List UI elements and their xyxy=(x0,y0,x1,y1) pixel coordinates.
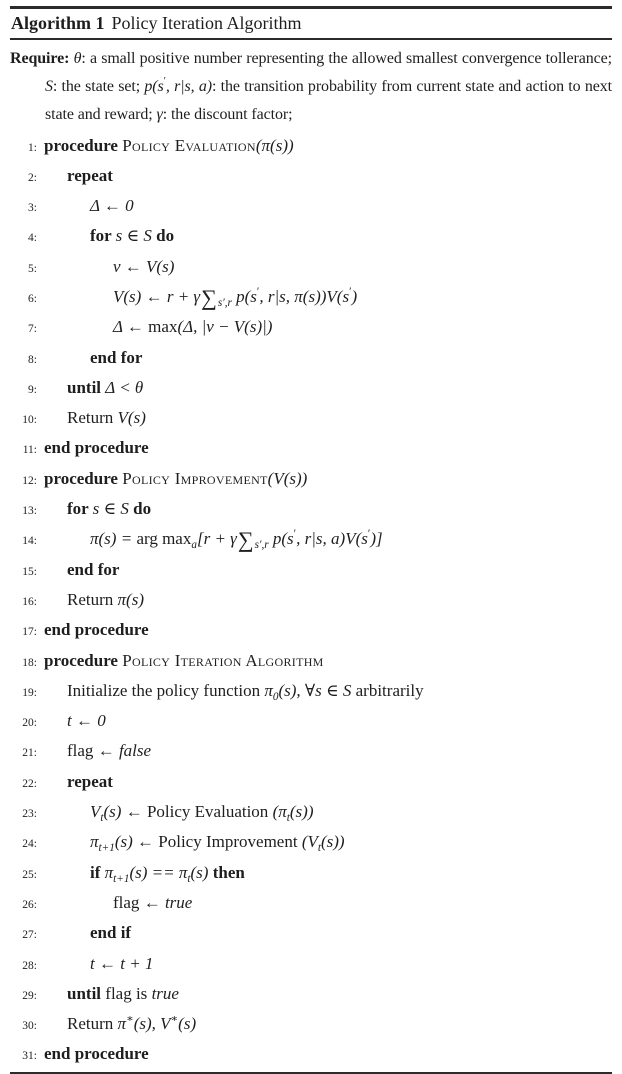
text-segment-sub: t xyxy=(187,872,191,885)
algorithm-line xyxy=(10,525,612,555)
line-number: 27: xyxy=(22,929,37,942)
text-segment-sup: ∗ xyxy=(170,1013,179,1026)
text-segment-m: ← true xyxy=(143,892,193,912)
text-segment-m: π xyxy=(264,680,273,700)
text-segment-m: t ← t + 1 xyxy=(90,953,154,973)
text-segment-sub: t xyxy=(317,842,321,855)
text-segment-sub: a xyxy=(191,539,197,552)
algorithm-line xyxy=(10,162,612,192)
algorithm-line xyxy=(10,677,612,707)
line-code xyxy=(44,556,119,584)
line-code xyxy=(44,950,153,978)
text-segment-m: ← false xyxy=(97,741,152,761)
text-segment-rm: : a small positive number representing the allowed smallest convergence tollerance; xyxy=(81,49,612,67)
text-segment-sub: t xyxy=(286,812,290,825)
text-segment-m: , r|s, a) xyxy=(165,77,212,95)
text-segment-m: s ∈ xyxy=(92,499,121,519)
line-number: 21: xyxy=(22,747,37,760)
text-segment-m: π(s) = xyxy=(90,529,137,549)
algorithm-line xyxy=(10,919,612,949)
text-segment-sum: ∑ xyxy=(201,284,217,310)
algorithm-line xyxy=(10,222,612,252)
text-segment-cal: S xyxy=(342,680,352,700)
text-segment-m: γ xyxy=(156,105,163,123)
line-number: 22: xyxy=(22,777,37,790)
line-number: 30: xyxy=(22,1020,37,1033)
text-segment-m: π xyxy=(117,1014,127,1034)
text-segment-sup: ′ xyxy=(163,75,166,87)
algorithm-line xyxy=(10,889,612,919)
line-number: 23: xyxy=(22,808,37,821)
algorithm-line xyxy=(10,828,612,858)
line-code xyxy=(44,828,345,856)
text-segment-kw: end procedure xyxy=(44,620,149,640)
text-segment-m: V xyxy=(90,802,101,822)
text-segment-kw: then xyxy=(208,862,245,882)
line-code xyxy=(44,344,142,372)
text-segment-m: (s), V xyxy=(133,1014,171,1034)
text-segment-sup: ′ xyxy=(293,528,297,541)
text-segment-sum: ∑ xyxy=(237,527,254,553)
text-segment-rm: flag xyxy=(67,741,98,761)
line-code xyxy=(44,919,131,947)
text-segment-m: s ∈ xyxy=(115,226,144,246)
text-segment-rm: arbitrarily xyxy=(351,680,424,700)
algorithm-document xyxy=(0,6,622,1074)
text-segment-cal: S xyxy=(45,77,53,95)
algorithm-line xyxy=(10,586,612,616)
algorithm-line xyxy=(10,1040,612,1070)
text-segment-kw: repeat xyxy=(67,771,113,791)
text-segment-m: V(s) ← r + γ xyxy=(113,286,201,306)
text-segment-kw: end procedure xyxy=(44,1044,149,1064)
line-number: 25: xyxy=(22,868,37,881)
text-segment-m: (s) ← xyxy=(114,832,159,852)
algorithm-line xyxy=(10,344,612,374)
line-code xyxy=(44,677,424,705)
algorithm-line xyxy=(10,707,612,737)
line-number: 12: xyxy=(22,474,37,487)
text-segment-sub: 0 xyxy=(272,690,279,703)
text-segment-m: π xyxy=(104,862,114,882)
text-segment-m: π xyxy=(90,832,99,852)
text-segment-kw: do xyxy=(151,226,175,246)
algorithm-line xyxy=(10,950,612,980)
line-code xyxy=(44,647,324,675)
text-segment-kw: procedure xyxy=(44,135,123,155)
algorithm-line xyxy=(10,556,612,586)
text-segment-m: (s) == π xyxy=(129,862,188,882)
bottom-rule xyxy=(10,1072,612,1074)
algorithm-label: Algorithm 1 xyxy=(11,12,105,33)
text-segment-kw: if xyxy=(90,862,105,882)
algorithm-line xyxy=(10,980,612,1010)
text-segment-m: (s) xyxy=(190,862,209,882)
require-block xyxy=(10,45,612,129)
text-segment-kw: end procedure xyxy=(44,438,149,458)
text-segment-cal: S xyxy=(143,226,152,246)
line-code xyxy=(44,586,144,614)
text-segment-sup: ′ xyxy=(349,285,352,298)
line-number: 19: xyxy=(22,686,37,699)
text-segment-sup: ′ xyxy=(256,285,260,298)
text-segment-m: p(s xyxy=(144,77,164,95)
line-number: 14: xyxy=(22,535,37,548)
text-segment-kw: for xyxy=(90,226,116,246)
line-code xyxy=(44,313,272,341)
algorithm-line xyxy=(10,737,612,767)
text-segment-m: (V(s)) xyxy=(267,468,308,488)
text-segment-rm: arg max xyxy=(136,529,192,549)
text-segment-m: (s), ∀s ∈ xyxy=(278,680,343,700)
line-code xyxy=(44,707,106,735)
text-segment-kw: procedure xyxy=(44,650,123,670)
text-segment-kw: procedure xyxy=(44,468,123,488)
line-code xyxy=(44,404,146,432)
text-segment-sub: t xyxy=(100,812,104,825)
text-segment-m: v ← V(s) xyxy=(113,256,175,276)
text-segment-rm: Policy Evaluation xyxy=(146,802,273,822)
algorithm-line xyxy=(10,768,612,798)
line-number: 9: xyxy=(28,383,37,396)
algorithm-line xyxy=(10,1010,612,1040)
text-segment-kw: end for xyxy=(90,347,143,367)
text-segment-m: true xyxy=(151,983,179,1003)
text-segment-kw: end for xyxy=(67,559,120,579)
text-segment-rm: Return xyxy=(67,408,118,428)
line-code xyxy=(44,1010,196,1038)
line-number: 3: xyxy=(28,202,37,215)
text-segment-kw: until xyxy=(67,377,106,397)
algorithm-header xyxy=(10,9,612,38)
text-segment-m: (Δ, |v − V(s)|) xyxy=(177,317,273,337)
line-code xyxy=(44,616,149,644)
text-segment-rm: : the transition probability from current state and action to next state and reward; xyxy=(45,77,612,123)
algorithm-line xyxy=(10,192,612,222)
text-segment-m: (s) xyxy=(178,1014,197,1034)
line-code xyxy=(44,525,383,553)
text-segment-rm: : the discount factor; xyxy=(162,105,293,123)
algorithm-line xyxy=(10,283,612,313)
text-segment-rm: Policy Improvement xyxy=(158,832,302,852)
text-segment-kw: for xyxy=(67,499,93,519)
line-code xyxy=(44,859,245,887)
line-number: 17: xyxy=(22,626,37,639)
text-segment-sc: Policy Evaluation xyxy=(122,135,256,155)
line-number: 4: xyxy=(28,232,37,245)
line-code xyxy=(44,374,143,402)
algorithm-line xyxy=(10,616,612,646)
line-number: 8: xyxy=(28,353,37,366)
line-number: 16: xyxy=(22,595,37,608)
line-code xyxy=(44,1040,149,1068)
algorithm-line xyxy=(10,313,612,343)
line-code xyxy=(44,132,294,160)
text-segment-sc: Policy Iteration Algorithm xyxy=(122,650,324,670)
text-segment-m: p(s xyxy=(268,529,294,549)
text-segment-m: p(s xyxy=(231,286,257,306)
line-code xyxy=(44,162,113,190)
text-segment-rm: Return xyxy=(67,1014,118,1034)
text-segment-kw: end if xyxy=(90,923,132,943)
algorithm-lines xyxy=(10,132,612,1071)
algorithm-line xyxy=(10,798,612,828)
text-segment-sup: ∗ xyxy=(126,1013,134,1026)
line-code xyxy=(44,980,179,1008)
text-segment-kw: repeat xyxy=(67,165,113,185)
text-segment-kw: do xyxy=(128,499,152,519)
line-number: 24: xyxy=(22,838,37,851)
algorithm-line xyxy=(10,465,612,495)
line-number: 26: xyxy=(22,898,37,911)
text-segment-m: θ xyxy=(73,49,82,67)
text-segment-m: , r|s, a)V(s xyxy=(296,529,368,549)
line-number: 7: xyxy=(28,323,37,336)
line-code xyxy=(44,465,307,493)
text-segment-m: (π xyxy=(272,802,287,822)
text-segment-kw: until xyxy=(67,983,106,1003)
text-segment-rm: max xyxy=(148,317,178,337)
text-segment-m: (s)) xyxy=(289,802,314,822)
line-number: 28: xyxy=(22,959,37,972)
text-segment-m: (V xyxy=(301,832,318,852)
text-segment-sc: Policy Improvement xyxy=(122,468,268,488)
line-number: 18: xyxy=(22,656,37,669)
text-segment-sub: s′,r xyxy=(254,539,269,552)
text-segment-m: , r|s, π(s))V(s xyxy=(259,286,350,306)
text-segment-m: Δ ← 0 xyxy=(90,196,134,216)
line-number: 5: xyxy=(28,262,37,275)
line-code xyxy=(44,737,151,765)
text-segment-m: π(s) xyxy=(117,589,144,609)
text-segment-m: [r + γ xyxy=(196,529,237,549)
text-segment-sub: t+1 xyxy=(113,872,130,885)
text-segment-sub: t+1 xyxy=(98,842,115,855)
line-code xyxy=(44,253,174,281)
text-segment-rm: Return xyxy=(67,589,118,609)
algorithm-line xyxy=(10,495,612,525)
text-segment-kw: Require: xyxy=(10,49,74,67)
text-segment-rm: : the state set; xyxy=(52,77,145,95)
line-code xyxy=(44,768,113,796)
text-segment-sup: ′ xyxy=(367,528,371,541)
line-number: 31: xyxy=(22,1050,37,1063)
algorithm-line xyxy=(10,132,612,162)
algorithm-line xyxy=(10,647,612,677)
line-number: 6: xyxy=(28,292,37,305)
line-code xyxy=(44,222,174,250)
text-segment-sub: s′,r xyxy=(217,296,232,309)
text-segment-rm: Initialize the policy function xyxy=(67,680,265,700)
line-code xyxy=(44,495,151,523)
text-segment-m: )] xyxy=(370,529,383,549)
header-rule xyxy=(10,38,612,40)
line-number: 10: xyxy=(22,414,37,427)
line-number: 13: xyxy=(22,505,37,518)
line-number: 20: xyxy=(22,717,37,730)
algorithm-line xyxy=(10,253,612,283)
line-number: 1: xyxy=(28,141,37,154)
line-code xyxy=(44,434,149,462)
line-code xyxy=(44,889,192,917)
algorithm-line xyxy=(10,374,612,404)
text-segment-m: V(s) xyxy=(117,408,146,428)
text-segment-cal: S xyxy=(120,499,129,519)
algorithm-line xyxy=(10,404,612,434)
algorithm-line xyxy=(10,859,612,889)
line-code xyxy=(44,192,134,220)
text-segment-rm: flag is xyxy=(105,983,152,1003)
line-code xyxy=(44,798,313,826)
text-segment-m: (π(s)) xyxy=(255,135,294,155)
algorithm-line xyxy=(10,434,612,464)
text-segment-m: (s) ← xyxy=(103,802,147,822)
line-number: 15: xyxy=(22,565,37,578)
algorithm-title: Policy Iteration Algorithm xyxy=(111,12,302,33)
line-code xyxy=(44,283,357,311)
text-segment-m: Δ ← xyxy=(113,317,149,337)
text-segment-rm: flag xyxy=(113,892,144,912)
text-segment-m: t ← 0 xyxy=(67,711,106,731)
line-number: 11: xyxy=(22,444,37,457)
line-number: 29: xyxy=(22,989,37,1002)
text-segment-m: Δ < θ xyxy=(105,377,144,397)
text-segment-m: ) xyxy=(351,286,358,306)
text-segment-m: (s)) xyxy=(320,832,345,852)
line-number: 2: xyxy=(28,171,37,184)
